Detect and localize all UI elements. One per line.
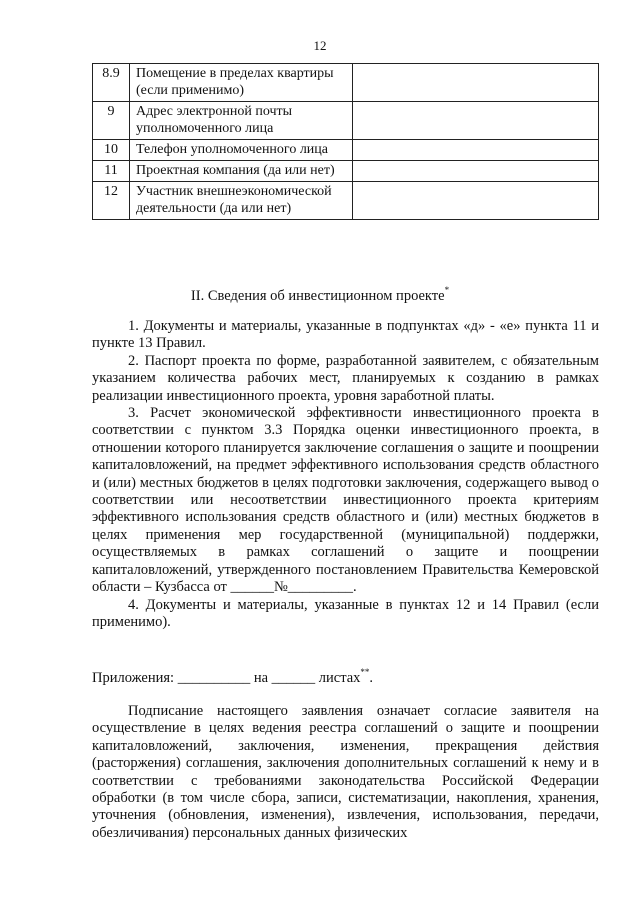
row-label: Телефон уполномоченного лица [130,140,353,161]
attachments-line [92,664,599,687]
list-item: 2. Паспорт проекта по форме, разработанной заявителем, с обязательным указанием количества рабочих мест, планируемых к созданию в рамках реализации инвестиционного проекта, уровня заработной платы. [92,352,599,404]
applicant-info-table [92,63,599,220]
section-title [0,285,640,305]
row-number: 8.9 [93,64,130,102]
row-label: Проектная компания (да или нет) [130,161,353,182]
footnote-mark: ** [360,667,370,677]
attachments-text: Приложения: __________ на ______ листах [92,670,361,686]
consent-text: Подписание настоящего заявления означает согласие заявителя на осуществление в целях ведения реестра соглашений о защите и поощрении капиталовложений, заключения, изменения, прекращения действия (расторжения) соглашения, заключения дополнительных соглашений к нему и в соответствии с требованиями законодательства Российской Федерации обработки (в том числе сбора, записи, систематизации, накопления, хранения, уточнения (обновления, изменения), извлечения, использования, передачи, обезличивания) персональных данных физических [92,703,599,841]
row-label: Помещение в пределах квартиры (если применимо) [130,64,353,102]
row-value-cell[interactable] [353,64,599,102]
table-row [93,140,599,161]
list-item: 1. Документы и материалы, указанные в подпунктах «д» - «е» пункта 11 и пункте 13 Правил. [92,318,599,352]
list-item: 4. Документы и материалы, указанные в пунктах 12 и 14 Правил (если применимо). [92,596,599,630]
table-row [93,161,599,182]
consent-paragraph [92,703,599,842]
document-list [92,318,599,631]
table-row [93,182,599,220]
row-label: Участник внешнеэкономической деятельности (да или нет) [130,182,353,220]
table-row [93,102,599,140]
row-value-cell[interactable] [353,102,599,140]
footnote-mark: * [444,285,450,295]
row-number: 11 [93,161,130,182]
table-row [93,64,599,102]
row-value-cell[interactable] [353,140,599,161]
row-value-cell[interactable] [353,182,599,220]
page-number: 12 [313,38,327,53]
row-label: Адрес электронной почты уполномоченного лица [130,102,353,140]
list-item: 3. Расчет экономической эффективности инвестиционного проекта в соответствии с пунктом 3.3 Порядка оценки инвестиционного проекта, в отношении которого планируется заключение соглашения о защите и поощрении капиталовложений, на предмет эффективного использования средств областного и (или) местных бюджетов в целях подготовки заключения, содержащего вывод о соответствии или несоответствии инвестиционного проекта критериям эффективного использования средств областного и (или) местных бюджетов в целях применения мер государственной (муниципальной) поддержки, осуществляемых в рамках соглашений о защите и поощрении капиталовложений, утвержденного постановлением Правительства Кемеровской области – Кузбасса от ______№_________. [92,405,599,596]
attachments-end: . [369,670,374,686]
row-number: 10 [93,140,130,161]
row-number: 12 [93,182,130,220]
section-title-text: II. Сведения об инвестиционном проекте [190,288,445,304]
row-value-cell[interactable] [353,161,599,182]
row-number: 9 [93,102,130,140]
